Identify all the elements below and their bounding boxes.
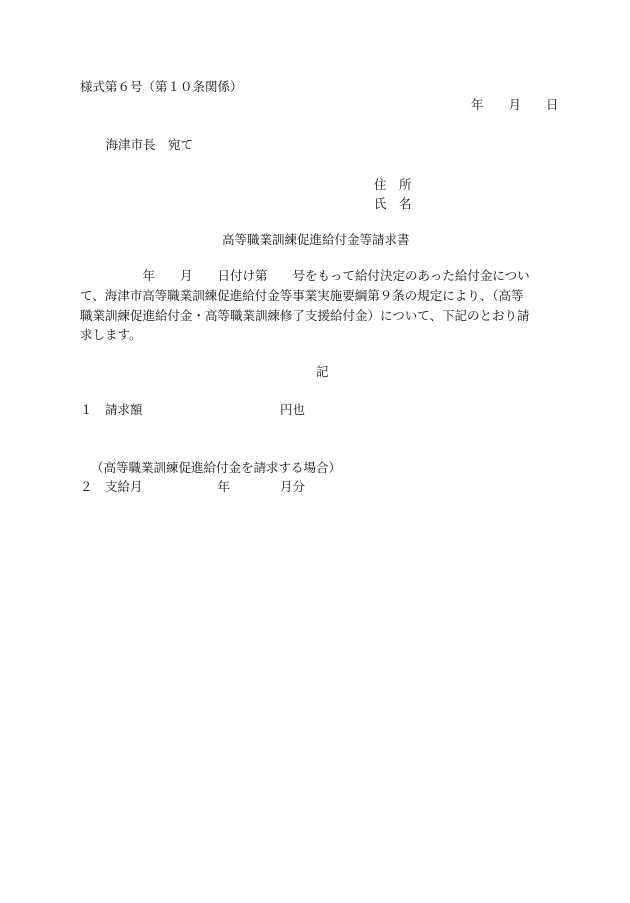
- addressee: 海津市長 宛て: [93, 137, 194, 152]
- ki-heading: 記: [316, 364, 329, 379]
- document-title: 高等職業訓練促進給付金等請求書: [222, 232, 410, 247]
- form-number: 様式第６号（第１０条関係）: [80, 79, 243, 94]
- item-payment-month: ２ 支給月 年 月分: [80, 479, 306, 494]
- item-request-amount: １ 請求額 円也: [80, 402, 306, 417]
- item-note: （高等職業訓練促進給付金を請求する場合）: [91, 460, 342, 475]
- name-label: 氏 名: [374, 196, 412, 211]
- address-label: 住 所: [374, 177, 412, 192]
- body-line: て、海津市高等職業訓練促進給付金等事業実施要綱第９条の規定により、（高等: [80, 288, 524, 303]
- body-line: 求します。: [80, 327, 142, 342]
- body-line: 職業訓練促進給付金・高等職業訓練修了支援給付金）について、下記のとおり請: [80, 308, 530, 323]
- date-line: 年 月 日: [471, 97, 559, 112]
- body-line: 年 月 日付け第 号をもって給付決定のあった給付金につい: [80, 268, 530, 283]
